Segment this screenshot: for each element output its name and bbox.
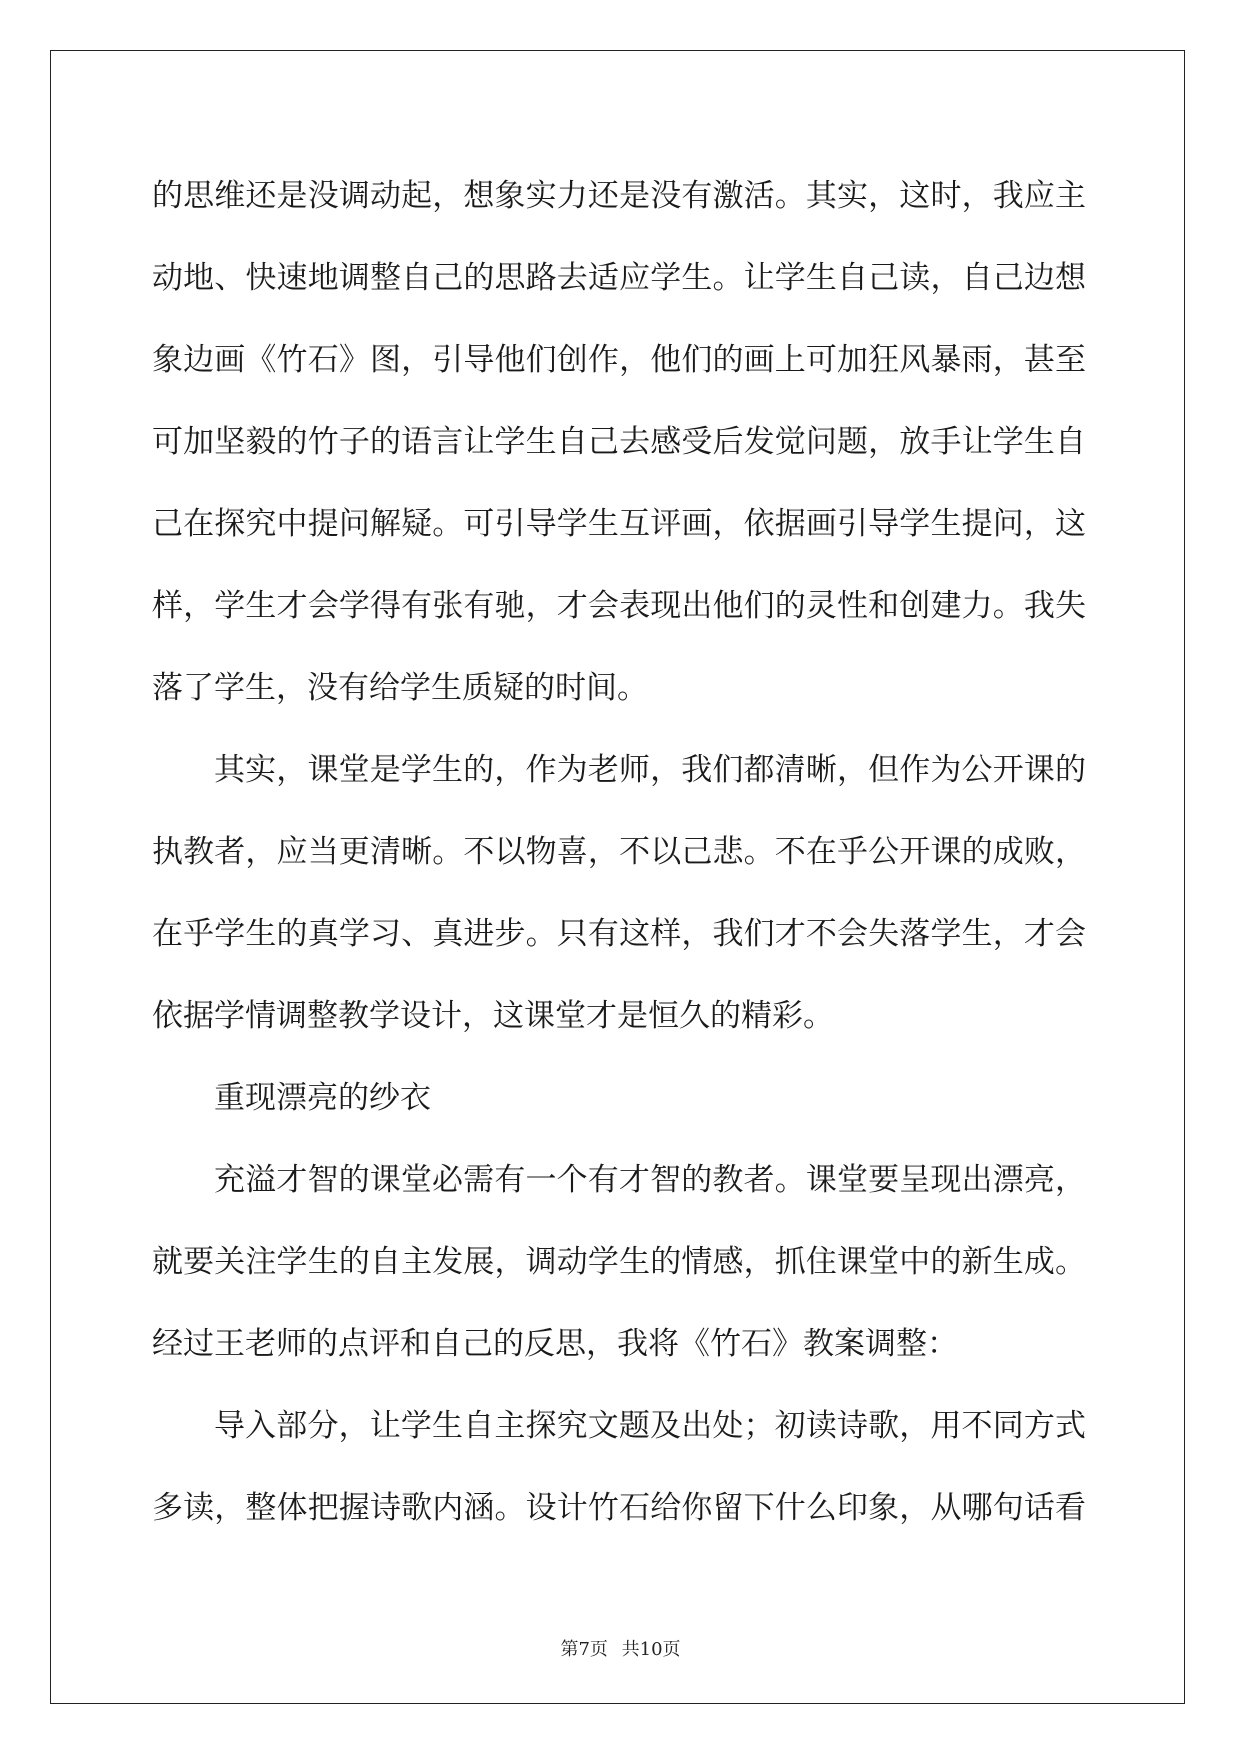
page-total: 共10页 [621,1639,681,1660]
text-line: 象边画《竹石》图，引导他们创作，他们的画上可加狂风暴雨，甚至 [152,342,1086,378]
section-heading: 重现漂亮的纱衣 [214,1080,431,1116]
text-line: 就要关注学生的自主发展，调动学生的情感，抓住课堂中的新生成。 [152,1244,1086,1280]
text-line: 依据学情调整教学设计，这课堂才是恒久的精彩。 [152,998,834,1034]
document-body [152,155,1086,1549]
text-line: 动地、快速地调整自己的思路去适应学生。让学生自己读，自己边想 [152,260,1086,296]
page-number: 第7页 [560,1639,608,1660]
text-line: 落了学生，没有给学生质疑的时间。 [152,670,648,706]
text-line: 充溢才智的课堂必需有一个有才智的教者。课堂要呈现出漂亮， [214,1162,1086,1198]
text-line: 样，学生才会学得有张有驰，才会表现出他们的灵性和创建力。我失 [152,588,1086,624]
text-line: 多读，整体把握诗歌内涵。设计竹石给你留下什么印象，从哪句话看 [152,1490,1086,1526]
text-line: 在乎学生的真学习、真进步。只有这样，我们才不会失落学生，才会 [152,916,1086,952]
text-line: 己在探究中提问解疑。可引导学生互评画，依据画引导学生提问，这 [152,506,1086,542]
text-line: 其实，课堂是学生的，作为老师，我们都清晰，但作为公开课的 [214,752,1086,788]
text-line: 经过王老师的点评和自己的反思，我将《竹石》教案调整： [152,1326,958,1362]
text-line: 导入部分，让学生自主探究文题及出处；初读诗歌，用不同方式 [214,1408,1086,1444]
text-line: 的思维还是没调动起，想象实力还是没有激活。其实，这时，我应主 [152,178,1086,214]
page-footer [0,1635,1241,1661]
text-line: 可加坚毅的竹子的语言让学生自己去感受后发觉问题，放手让学生自 [152,424,1086,460]
text-line: 执教者，应当更清晰。不以物喜，不以己悲。不在乎公开课的成败， [152,834,1086,870]
